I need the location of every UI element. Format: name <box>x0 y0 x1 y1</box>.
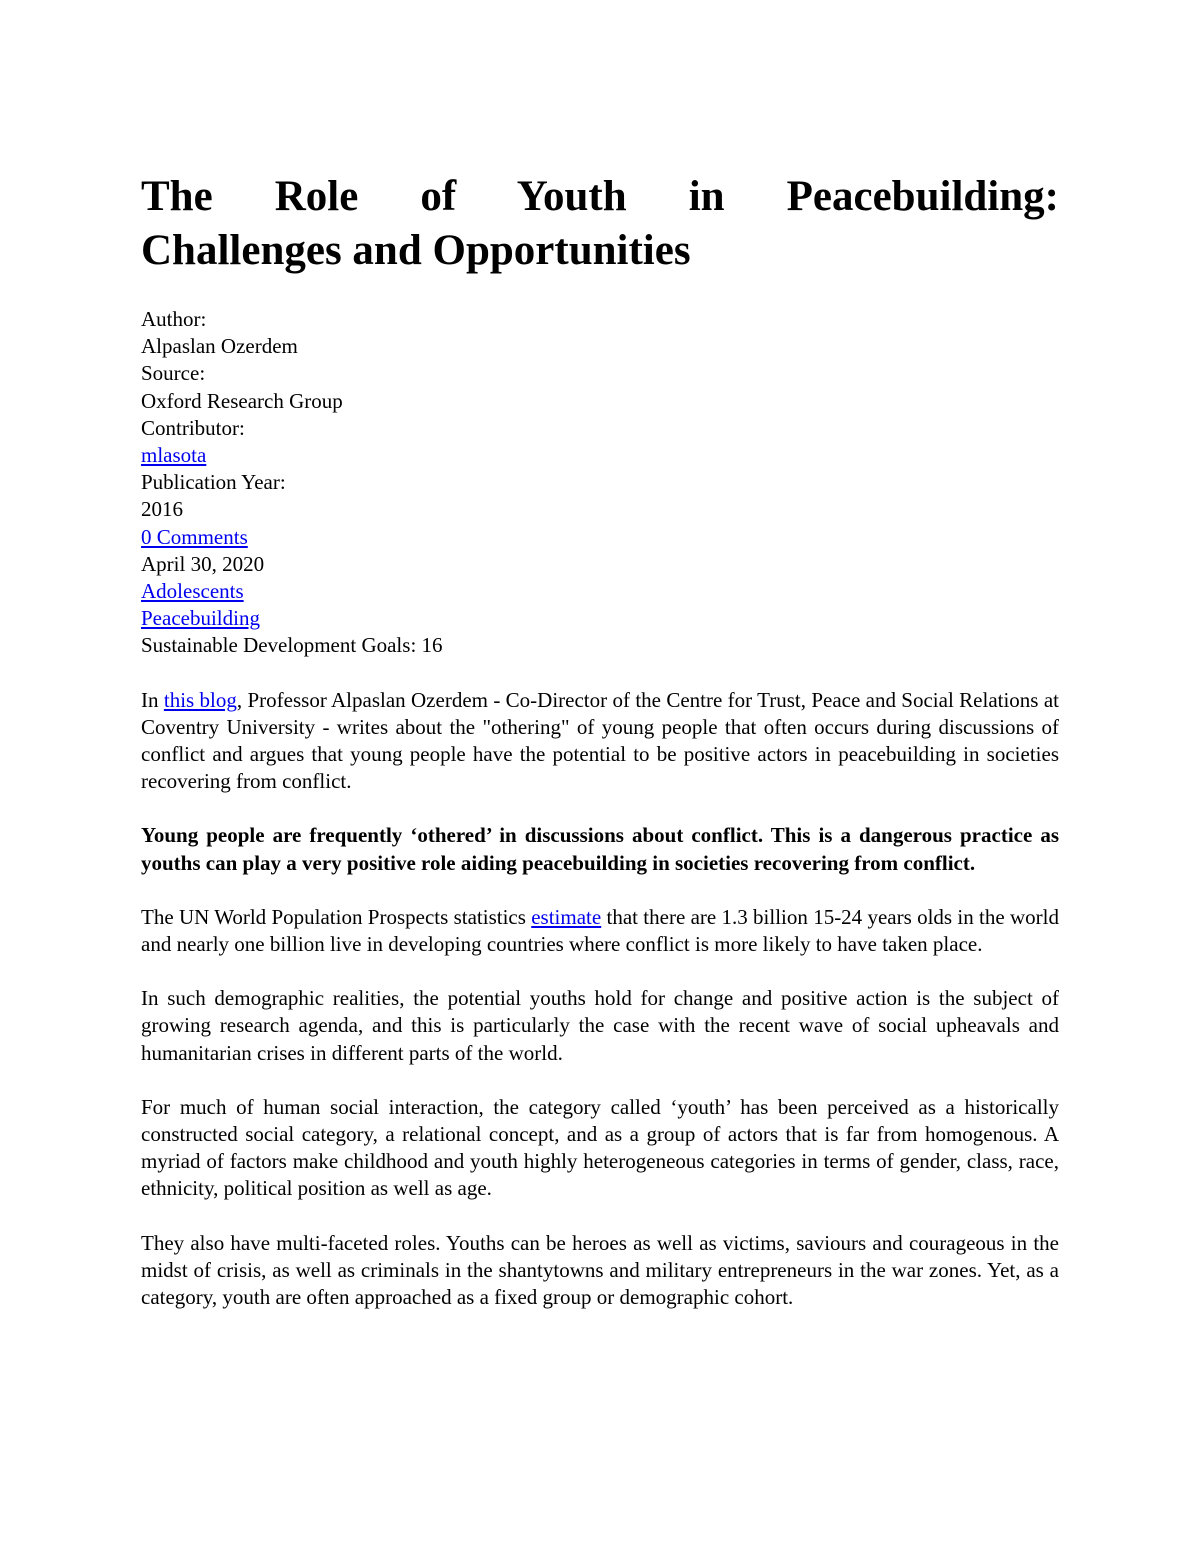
title-line-2: Challenges and Opportunities <box>141 227 691 274</box>
para1-text-post: that there are 1.3 billion 15-24 years olds in the world and nearly one billion live in developing countries where conflict is more likely to have taken place. <box>141 904 1059 957</box>
sdg-text: Sustainable Development Goals: 16 <box>141 633 443 658</box>
tag-row-peacebuilding <box>141 605 1059 632</box>
document-title <box>141 170 1059 278</box>
intro-text-post: , Professor Alpaslan Ozerdem - Co-Director of the Centre for Trust, Peace and Social Relations at Coventry University - writes about the "othering" of young people that often occurs during discussions of conflict and argues that young people have the potential to be positive actors in peacebuilding in societies recovering from conflict. <box>141 687 1059 794</box>
source-value: Oxford Research Group <box>141 388 343 413</box>
body-paragraph-4: They also have multi-faceted roles. Youths can be heroes as well as victims, saviours and courageous in the midst of crisis, as well as criminals in the shantytowns and military entrepreneurs in the war zones. Yet, as a category, youth are often approached as a fixed group or demographic cohort. <box>141 1230 1059 1310</box>
publication-year-label: Publication Year: <box>141 470 286 495</box>
title-line-1: The Role of Youth in Peacebuilding: <box>141 173 1059 220</box>
intro-text-pre: In <box>141 687 164 712</box>
metadata-block <box>141 306 1059 660</box>
comments-row <box>141 524 1059 551</box>
comments-link[interactable]: 0 Comments <box>141 524 248 549</box>
publication-year-value: 2016 <box>141 497 183 522</box>
estimate-link[interactable]: estimate <box>531 904 602 929</box>
contributor-row <box>141 442 1059 469</box>
post-date: April 30, 2020 <box>141 551 265 576</box>
author-value: Alpaslan Ozerdem <box>141 334 298 359</box>
body-paragraph-2: In such demographic realities, the potential youths hold for change and positive action is the subject of growing research agenda, and this is particularly the case with the recent wave of social upheavals and humanitarian crises in different parts of the world. <box>141 986 1059 1065</box>
body-paragraph-1 <box>141 904 1059 958</box>
body-paragraph-3: For much of human social interaction, the category called ‘youth’ has been perceived as a historically constructed social category, a relational concept, and as a group of actors that is far from homogenous. A myriad of factors make childhood and youth highly heterogeneous categories in terms of gender, class, race, ethnicity, political position as well as age. <box>141 1094 1059 1201</box>
this-blog-link[interactable]: this blog <box>163 687 237 712</box>
intro-paragraph <box>141 687 1059 796</box>
lead-paragraph: Young people are frequently ‘othered’ in discussions about conflict. This is a dangerous practice as youths can play a very positive role aiding peacebuilding in societies recovering from conflict. <box>141 823 1059 875</box>
author-label: Author: <box>141 307 207 331</box>
tag-peacebuilding-link[interactable]: Peacebuilding <box>141 606 260 631</box>
tag-row-adolescents <box>141 578 1059 605</box>
para1-text-pre: The UN World Population Prospects statistics <box>141 904 532 929</box>
document-page <box>141 170 1059 1311</box>
tag-adolescents-link[interactable]: Adolescents <box>141 579 244 604</box>
contributor-link[interactable]: mlasota <box>141 443 207 468</box>
source-label: Source: <box>141 361 206 386</box>
contributor-label: Contributor: <box>141 415 245 440</box>
